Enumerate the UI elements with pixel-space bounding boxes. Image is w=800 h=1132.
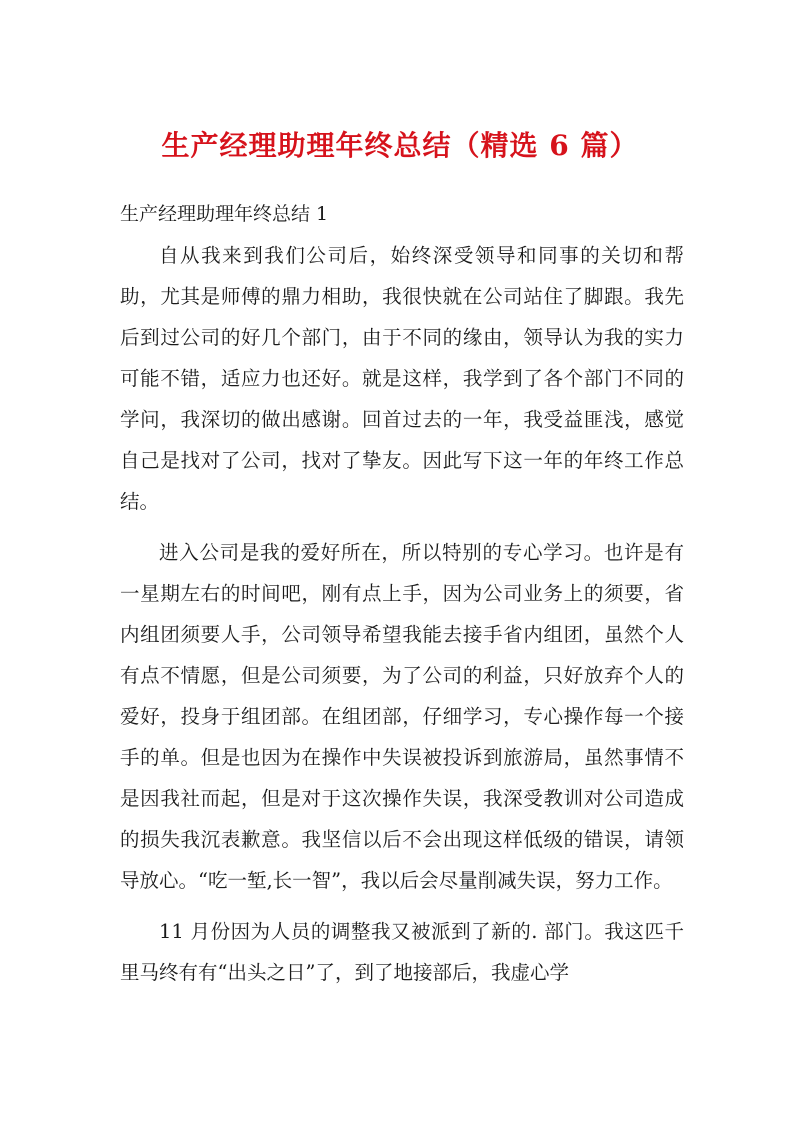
section-heading: 生产经理助理年终总结 1: [120, 203, 329, 225]
paragraph: 自从我来到我们公司后，始终深受领导和同事的关切和帮助，尤其是师傅的鼎力相助，我很快就在公司站住了脚跟。我先后到过公司的好几个部门，由于不同的缘由，领导认为我的实力可能不错，适应力也还好。就是这样，我学到了各个部门不同的学问，我深切的做出感谢。回首过去的一年，我受益匪浅，感觉自己是找对了公司，找对了挚友。因此写下这一年的年终工作总结。: [120, 244, 684, 513]
document-title: 生产经理助理年终总结（精选 6 篇）: [161, 129, 639, 162]
paragraph: 进入公司是我的爱好所在，所以特别的专心学习。也许是有一星期左右的时间吧，刚有点上手，因为公司业务上的须要，省内组团须要人手，公司领导希望我能去接手省内组团，虽然个人有点不情愿，但是公司须要，为了公司的利益，只好放弃个人的爱好，投身于组团部。在组团部，仔细学习，专心操作每一个接手的单。但是也因为在操作中失误被投诉到旅游局，虽然事情不是因我社而起，但是对于这次操作失误，我深受教训对公司造成的损失我沉表歉意。我坚信以后不会出现这样低级的错误，请领导放心。“吃一堑,长一智”，我以后会尽量削减失误，努力工作。: [120, 541, 684, 892]
paragraph: 11 月份因为人员的调整我又被派到了新的. 部门。我这匹千里马终有有“出头之日”了，到了地接部后，我虚心学: [120, 920, 684, 984]
document-body: [120, 235, 684, 1003]
